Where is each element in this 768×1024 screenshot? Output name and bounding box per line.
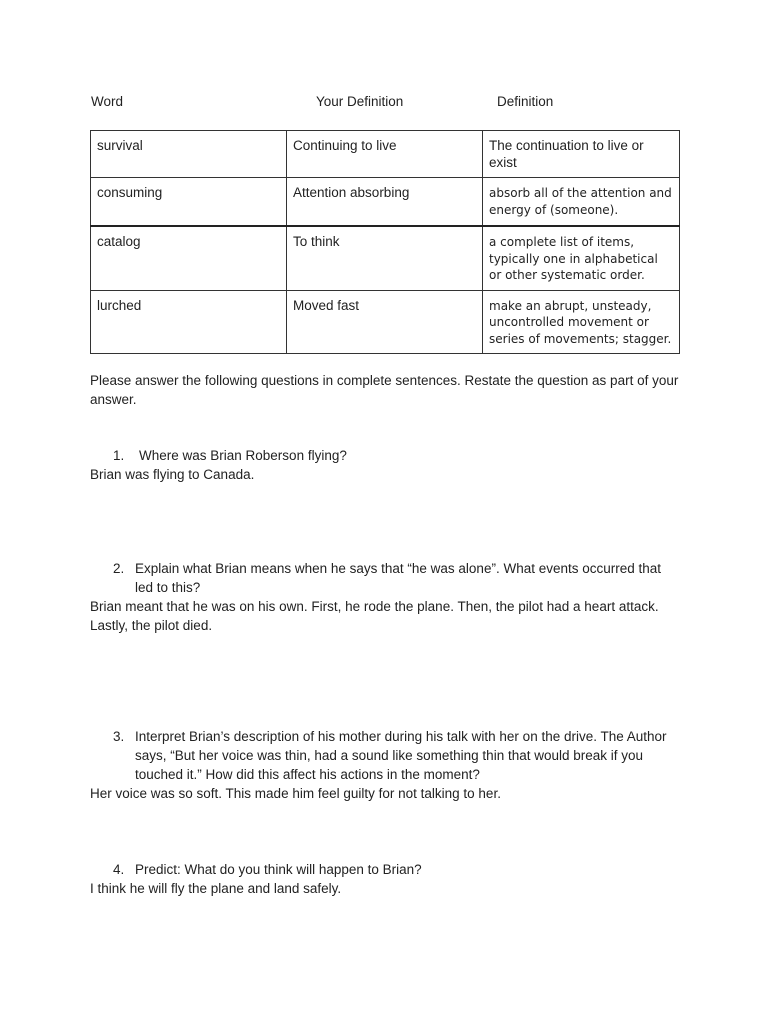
table-row bbox=[91, 226, 680, 290]
answer-text: I think he will fly the plane and land safely. bbox=[90, 881, 342, 896]
word-cell: consuming bbox=[91, 178, 287, 227]
question-number: 2. bbox=[113, 561, 125, 576]
word-cell: lurched bbox=[91, 290, 287, 354]
question-item bbox=[90, 727, 680, 784]
your-definition-cell: Continuing to live bbox=[287, 131, 483, 178]
question-number: 1. bbox=[113, 448, 125, 463]
your-definition-cell: Attention absorbing bbox=[287, 178, 483, 227]
question-block bbox=[90, 446, 680, 484]
answer-text: Brian meant that he was on his own. First, he rode the plane. Then, the pilot had a heart attack. Lastly, the pilot died. bbox=[90, 599, 659, 633]
question-block bbox=[90, 860, 680, 898]
definition-cell: make an abrupt, unsteady, uncontrolled movement or series of movements; stagger. bbox=[483, 290, 680, 354]
your-definition-cell: To think bbox=[287, 226, 483, 290]
word-cell: survival bbox=[91, 131, 287, 178]
your-definition-cell: Moved fast bbox=[287, 290, 483, 354]
header-your-definition: Your Definition bbox=[316, 94, 404, 109]
question-number: 3. bbox=[113, 729, 125, 744]
table-row bbox=[91, 178, 680, 227]
header-word: Word bbox=[91, 94, 124, 109]
question-item bbox=[90, 860, 680, 879]
vocabulary-table bbox=[90, 130, 680, 354]
table-row bbox=[91, 290, 680, 354]
question-item bbox=[90, 559, 680, 597]
definition-cell: a complete list of items, typically one in alphabetical or other systematic order. bbox=[483, 226, 680, 290]
word-cell: catalog bbox=[91, 226, 287, 290]
question-number: 4. bbox=[113, 862, 125, 877]
definition-cell: The continuation to live or exist bbox=[483, 131, 680, 178]
header-definition: Definition bbox=[497, 94, 554, 109]
table-row bbox=[91, 131, 680, 178]
question-text: Explain what Brian means when he says that “he was alone”. What events occurred that led to this? bbox=[135, 561, 662, 595]
question-text: Interpret Brian’s description of his mother during his talk with her on the drive. The Author says, “But her voice was thin, had a sound like something thin that would break if you touched it.” How did this affect his actions in the moment? bbox=[135, 729, 667, 782]
instructions-paragraph: Please answer the following questions in complete sentences. Restate the question as part of your answer. bbox=[90, 373, 679, 407]
answer-text: Her voice was so soft. This made him feel guilty for not talking to her. bbox=[90, 786, 501, 801]
question-block bbox=[90, 727, 680, 803]
question-text: Predict: What do you think will happen to Brian? bbox=[135, 862, 422, 877]
question-block bbox=[90, 559, 680, 635]
question-text: Where was Brian Roberson flying? bbox=[139, 448, 347, 463]
definition-cell: absorb all of the attention and energy of (someone). bbox=[483, 178, 680, 227]
answer-text: Brian was flying to Canada. bbox=[90, 467, 255, 482]
question-item bbox=[90, 446, 680, 465]
